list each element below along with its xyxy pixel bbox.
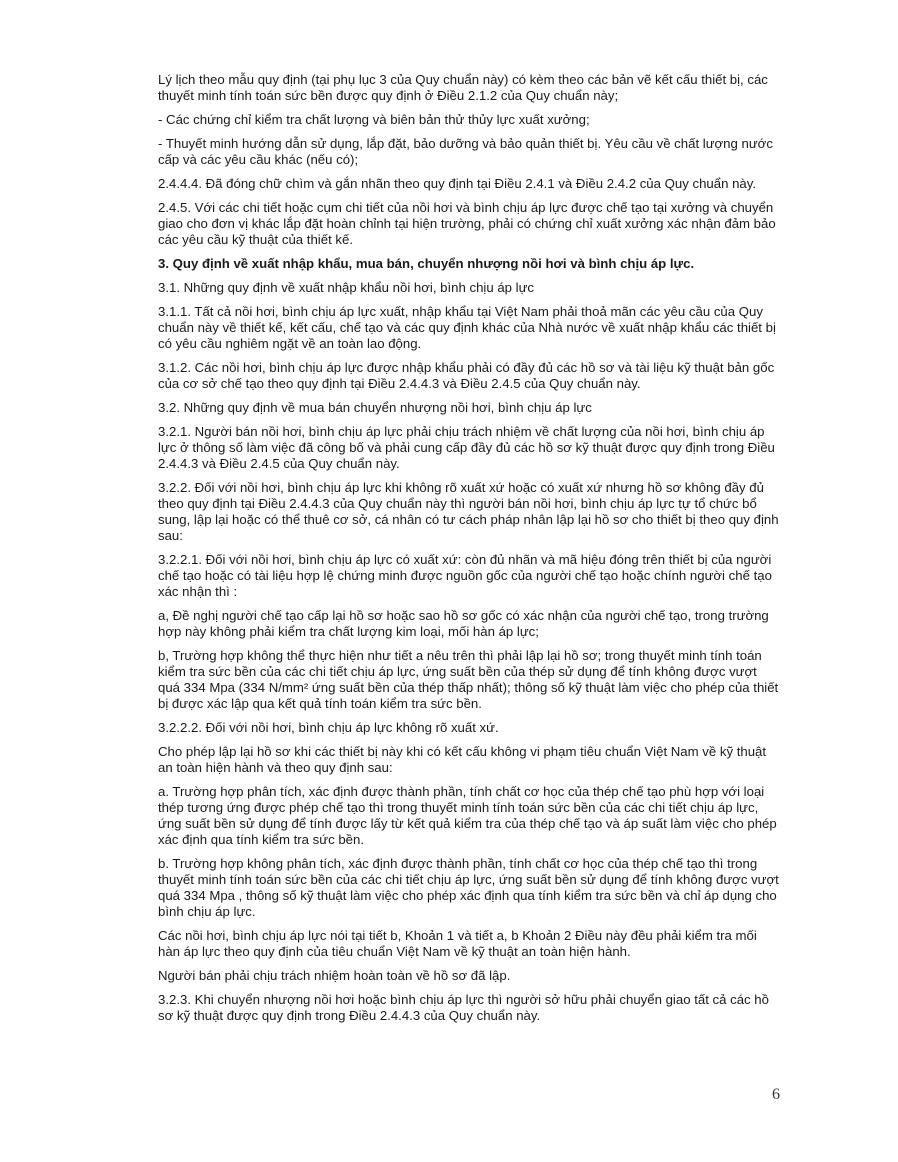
paragraph: 3. Quy định về xuất nhập khẩu, mua bán, chuyển nhượng nồi hơi và bình chịu áp lực. [158, 256, 695, 271]
paragraph: 3.1. Những quy định về xuất nhập khẩu nồi hơi, bình chịu áp lực [158, 280, 535, 295]
paragraph: a. Trường hợp phân tích, xác định được thành phần, tính chất cơ học của thép chế tạo phù hợp với loại thép tương ứng được phép chế tạo thì trong thuyết minh tính toán sức bền của các chi tiết chịu áp lực, ứng suất bền sử dụng để tính được lấy từ kết quả kiểm tra của thép chế tạo và áp suất làm việc cho phép xác định qua tính kiểm tra sức bền. [158, 784, 777, 847]
paragraph: a, Đề nghị người chế tạo cấp lại hồ sơ hoặc sao hồ sơ gốc có xác nhận của người chế tạo, trong trường hợp này không phải kiểm tra chất lượng kim loại, mối hàn áp lực; [158, 608, 769, 639]
paragraph: 3.1.1. Tất cả nồi hơi, bình chịu áp lực xuất, nhập khẩu tại Việt Nam phải thoả mãn các yêu cầu của Quy chuẩn này về thiết kế, kết cấu, chế tạo và các quy định khác của Nhà nước về xuất nhập khẩu các thiết bị có yêu cầu nghiêm ngặt về an toàn lao động. [158, 304, 776, 351]
paragraph: 2.4.5. Với các chi tiết hoặc cụm chi tiết của nồi hơi và bình chịu áp lực được chế tạo tại xưởng và chuyển giao cho đơn vị khác lắp đặt hoàn chỉnh tại hiện trường, phải có chứng chỉ xuất xưởng xác nhận đảm bảo các yêu cầu kỹ thuật của thiết kế. [158, 200, 776, 247]
paragraph: - Các chứng chỉ kiểm tra chất lượng và biên bản thử thủy lực xuất xưởng; [158, 112, 590, 127]
paragraph: b, Trường hợp không thể thực hiện như tiết a nêu trên thì phải lập lại hồ sơ; trong thuyết minh tính toán kiểm tra sức bền của các chi tiết chịu áp lực, ứng suất bền của thép sử dụng để tính không được vượt quá 334 Mpa (334 N/mm² ứng suất bền của thép thấp nhất); thông số kỹ thuật làm việc cho phép của thiết bị được xác lập qua kết quả tính toán kiểm tra sức bền. [158, 648, 779, 711]
paragraph: Người bán phải chịu trách nhiệm hoàn toàn về hồ sơ đã lập. [158, 968, 511, 983]
paragraph: 2.4.4.4. Đã đóng chữ chìm và gắn nhãn theo quy định tại Điều 2.4.1 và Điều 2.4.2 của Quy chuẩn này. [158, 176, 757, 191]
paragraph: 3.2.1. Người bán nồi hơi, bình chịu áp lực phải chịu trách nhiệm về chất lượng của nồi hơi, bình chịu áp lực ở thông số làm việc đã công bố và phải cung cấp đầy đủ các hồ sơ kỹ thuật được quy định trong Điều 2.4.4.3 và Điều 2.4.5 của Quy chuẩn này. [158, 424, 775, 471]
paragraph: Cho phép lập lại hồ sơ khi các thiết bị này khi có kết cấu không vi phạm tiêu chuẩn Việt Nam về kỹ thuật an toàn hiện hành và theo quy định sau: [158, 744, 767, 775]
paragraph: Lý lịch theo mẫu quy định (tại phụ lục 3 của Quy chuẩn này) có kèm theo các bản vẽ kết cấu thiết bị, các thuyết minh tính toán sức bền được quy định ở Điều 2.1.2 của Quy chuẩn này; [158, 72, 768, 103]
paragraph: b. Trường hợp không phân tích, xác định được thành phần, tính chất cơ học của thép chế tạo thì trong thuyết minh tính toán sức bền của các chi tiết chịu áp lực, ứng suất bền sử dụng để tính không được vượt quá 334 Mpa , thông số kỹ thuật làm việc cho phép xác định qua tính kiểm tra sức bền và chỉ áp dụng cho bình chịu áp lực. [158, 856, 779, 919]
document-body [158, 72, 782, 1032]
paragraph: 3.2.2. Đối với nồi hơi, bình chịu áp lực khi không rõ xuất xứ hoặc có xuất xứ nhưng hồ sơ không đầy đủ theo quy định tại Điều 2.4.4.3 của Quy chuẩn này thì người bán nồi hơi, bình chịu áp lực tự tổ chức bổ sung, lập lại hoặc có thể thuê cơ sở, cá nhân có tư cách pháp nhân lập lại hồ sơ cho thiết bị theo quy định sau: [158, 480, 779, 543]
paragraph: 3.2. Những quy định về mua bán chuyển nhượng nồi hơi, bình chịu áp lực [158, 400, 592, 415]
paragraph: 3.2.2.2. Đối với nồi hơi, bình chịu áp lực không rõ xuất xứ. [158, 720, 499, 735]
paragraph: 3.2.2.1. Đối với nồi hơi, bình chịu áp lực có xuất xứ: còn đủ nhãn và mã hiệu đóng trên thiết bị của người chế tạo hoặc có tài liệu hợp lệ chứng minh được nguồn gốc của người chế tạo hoặc chính người chế tạo xác nhận thì : [158, 552, 772, 599]
page-number: 6 [772, 1086, 780, 1103]
paragraph: Các nồi hơi, bình chịu áp lực nói tại tiết b, Khoản 1 và tiết a, b Khoản 2 Điều này đều phải kiểm tra mối hàn áp lực theo quy định của tiêu chuẩn Việt Nam về kỹ thuật an toàn hiện hành. [158, 928, 757, 959]
paragraph: - Thuyết minh hướng dẫn sử dụng, lắp đặt, bảo dưỡng và bảo quản thiết bị. Yêu cầu về chất lượng nước cấp và các yêu cầu khác (nếu có); [158, 136, 773, 167]
paragraph: 3.1.2. Các nồi hơi, bình chịu áp lực được nhập khẩu phải có đầy đủ các hồ sơ và tài liệu kỹ thuật bản gốc của cơ sở chế tạo theo quy định tại Điều 2.4.4.3 và Điều 2.4.5 của Quy chuẩn này. [158, 360, 775, 391]
paragraph: 3.2.3. Khi chuyển nhượng nồi hơi hoặc bình chịu áp lực thì người sở hữu phải chuyển giao tất cả các hồ sơ kỹ thuật được quy định trong Điều 2.4.4.3 của Quy chuẩn này. [158, 992, 769, 1023]
